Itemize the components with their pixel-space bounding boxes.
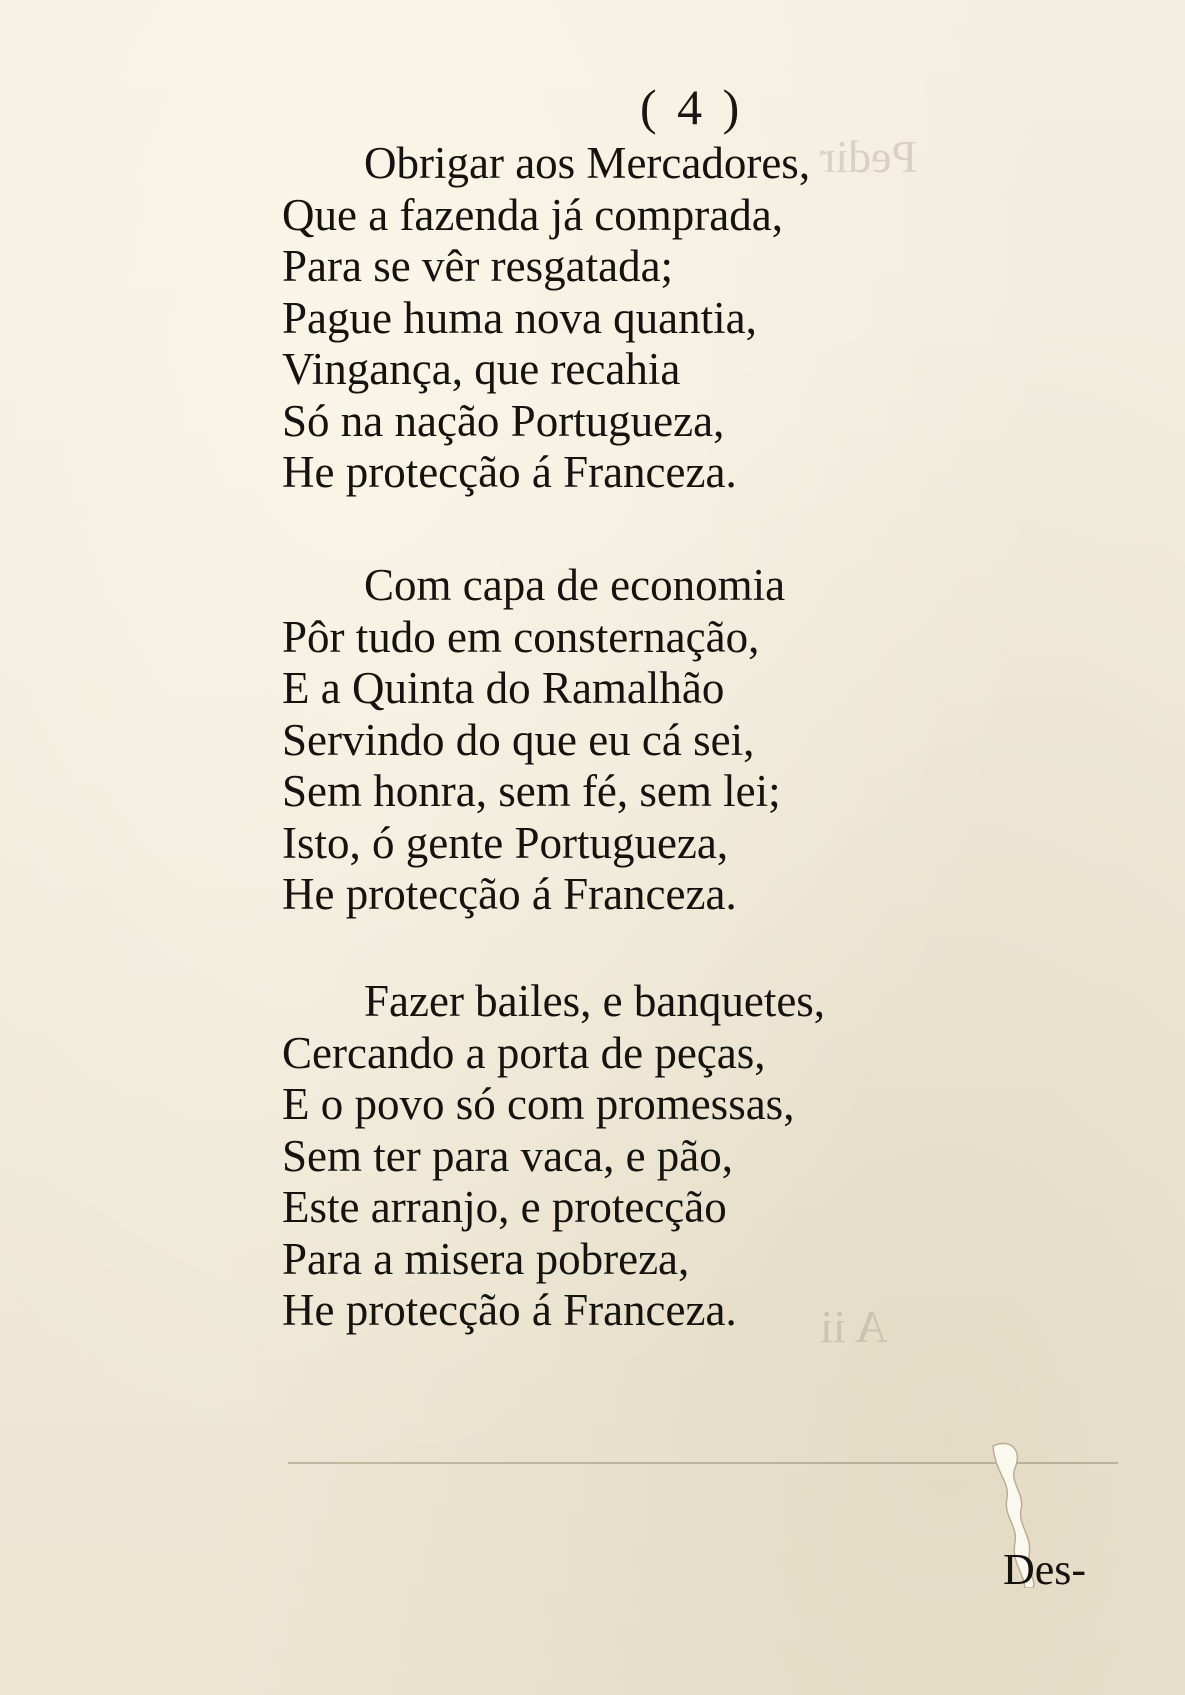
verse-line: Sem honra, sem fé, sem lei; — [282, 766, 781, 816]
verse-line: Vingança, que recahia — [282, 344, 681, 394]
verse-line: Servindo do que eu cá sei, — [282, 714, 755, 765]
verse-line: Sem ter para vaca, e pão, — [282, 1130, 734, 1181]
verse-line: Obrigar aos Mercadores, — [364, 138, 811, 188]
verse-line: Pôr tudo em consternação, — [282, 611, 760, 662]
verse-line: Para se vêr resgatada; — [282, 241, 674, 291]
verse-line: E a Quinta do Ramalhão — [282, 663, 725, 713]
stanza — [282, 976, 825, 1337]
verse-line: Cercando a porta de peças, — [282, 1027, 766, 1078]
verse-line: Só na nação Portugueza, — [282, 395, 725, 446]
verse-line: Este arranjo, e protecção — [282, 1182, 727, 1232]
catchword: Des- — [1003, 1545, 1087, 1594]
verse-line: Fazer bailes, e banquetes, — [364, 976, 826, 1026]
page-number: ( 4 ) — [640, 79, 744, 135]
show-through-text: Pedir — [820, 131, 918, 182]
verse-line: Para a misera pobreza, — [282, 1233, 690, 1284]
show-through-text: A ii — [820, 1301, 888, 1352]
verse-line: Pague huma nova quantia, — [282, 292, 757, 343]
verse-line: Que a fazenda já comprada, — [282, 189, 783, 240]
stanza — [282, 560, 785, 921]
verse-line: Isto, ó gente Portugueza, — [282, 817, 729, 868]
verse-line: E o povo só com promessas, — [282, 1079, 795, 1129]
verse-line: He protecção á Franceza. — [282, 447, 737, 497]
verse-line: He protecção á Franceza. — [282, 869, 737, 919]
verse-line: Com capa de economia — [364, 560, 786, 610]
verse-line: He protecção á Franceza. — [282, 1285, 737, 1335]
stanza — [282, 138, 810, 499]
